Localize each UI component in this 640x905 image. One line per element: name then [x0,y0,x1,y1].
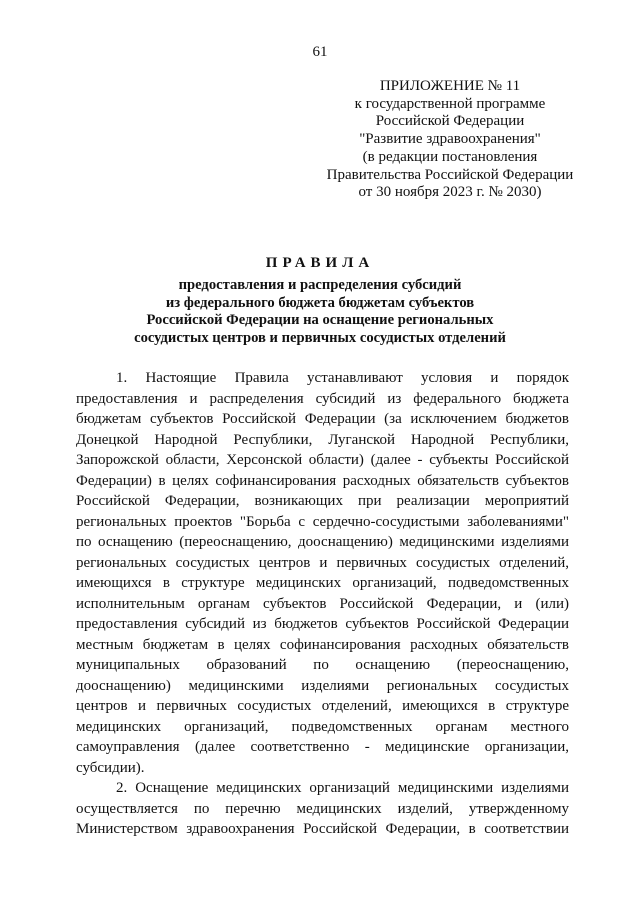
subtitle-line: из федерального бюджета бюджетам субъектов [165,294,475,311]
paragraph-2-line: осуществляется по перечню медицинских изделий, утвержденному [76,800,569,817]
paragraph-1-line: 1. Настоящие Правила устанавливают условия и порядок [116,370,569,386]
subtitle-line: сосудистых центров и первичных сосудистых отделений [134,330,506,347]
subtitle-line: предоставления и распределения субсидий [178,277,462,293]
paragraph-1-line: центров и первичных сосудистых отделений, имеющихся в структуре [76,698,569,714]
paragraph-1-line: предоставления субсидий из бюджетов субъектов Российской Федерации [76,616,569,632]
paragraph-1-line: местным бюджетам в целях софинансирования расходных обязательств [76,636,569,653]
paragraph-1-line: по оснащению (переоснащению, дооснащению) медицинскими изделиями [76,534,569,550]
appendix-line: Правительства Российской Федерации [326,166,574,183]
appendix-line: к государственной программе [354,95,546,112]
appendix-line: Российской Федерации [375,113,525,130]
subtitle-line: Российской Федерации на оснащение региональных [146,312,494,329]
document-title: ПРАВИЛА [265,255,375,271]
paragraph-1-line: самоуправления (далее соответственно - медицинские организации, [76,739,569,755]
appendix-line: (в редакции постановления [362,148,538,165]
paragraph-1-line: субсидии). [76,759,145,776]
paragraph-1-line: Российской Федерации, возникающих при реализации мероприятий [76,493,569,509]
paragraph-1-line: бюджетам субъектов Российской Федерации (за исключением бюджетов [76,411,569,427]
paragraph-1-line: предоставления и распределения субсидий из федерального бюджета [76,390,569,407]
paragraph-1-line: муниципальных образований по оснащению (переоснащению, [76,657,569,673]
appendix-line: "Развитие здравоохранения" [359,131,541,148]
paragraph-2-line: 2. Оснащение медицинских организаций медицинскими изделиями [116,780,569,796]
paragraph-1-line: исполнительным органам субъектов Российской Федерации, и (или) [76,595,569,612]
document-body [76,368,569,840]
appendix-header [300,78,600,202]
paragraph-1-line: Донецкой Народной Республики, Луганской Народной Республики, [76,431,569,448]
paragraph-1-line: региональных проектов "Борьба с сердечно-сосудистыми заболеваниями" [76,513,569,530]
paragraph-2-line: Министерством здравоохранения Российской Федерации, в соответствии [76,821,569,837]
appendix-line: ПРИЛОЖЕНИЕ № 11 [379,78,521,94]
appendix-line: от 30 ноября 2023 г. № 2030) [358,184,542,201]
page-number: 61 [312,44,328,60]
paragraph-1-line: дооснащению) медицинскими изделиями региональных сосудистых [76,677,569,694]
paragraph-1-line: Федерации) в целях софинансирования расходных обязательств субъектов [76,472,569,489]
paragraph-1-line: медицинских организаций, подведомственных органам местного [76,718,569,735]
paragraph-1-line: имеющихся в структуре медицинских организаций, подведомственных [76,575,569,591]
paragraph-1-line: Запорожской области, Херсонской области) (далее - субъекты Российской [76,452,569,468]
paragraph-1-line: региональных сосудистых центров и первичных сосудистых отделений, [76,554,569,571]
document-subtitle [80,277,560,348]
